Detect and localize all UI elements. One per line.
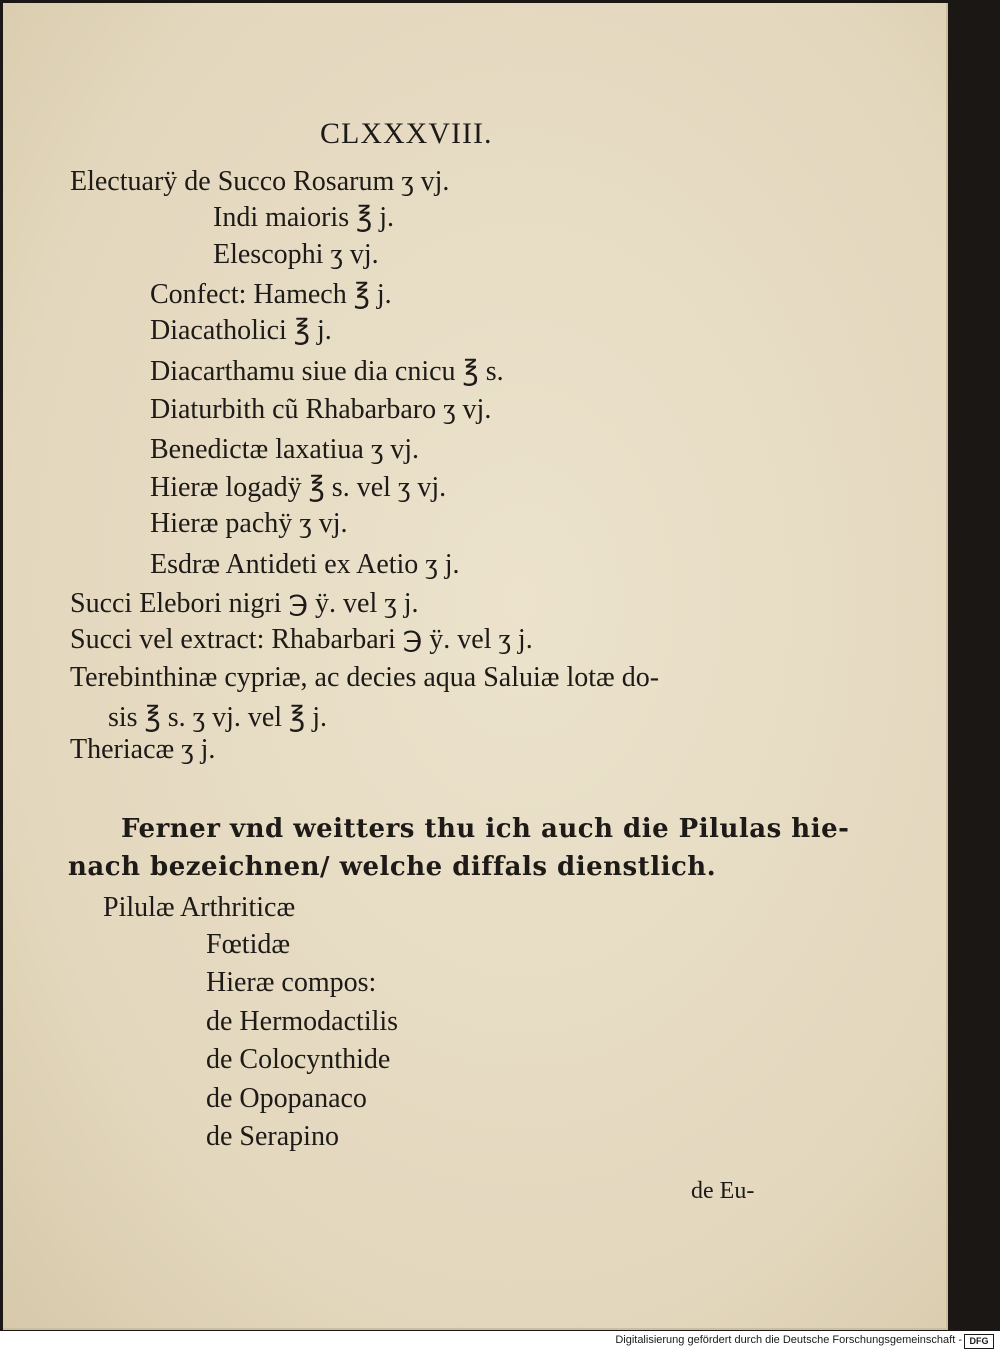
recipe-line: Elescophi ʒ vj.	[213, 239, 379, 270]
pilulae-line: Fœtidæ	[206, 929, 291, 960]
footer-bar	[0, 1331, 1000, 1351]
funding-credit: Digitalisierung gefördert durch die Deutsche Forschungsgemeinschaft -	[615, 1334, 962, 1346]
german-paragraph-line: Ferner vnd weitters thu ich auch die Pilulas hie-	[121, 814, 850, 844]
german-paragraph-line: nach bezeichnen/ welche diffals dienstlich.	[68, 852, 717, 882]
recipe-line: Diaturbith cũ Rhabarbaro ʒ vj.	[150, 394, 492, 425]
recipe-line: Hieræ pachÿ ʒ vj.	[150, 508, 348, 539]
catchword: de Eu-	[691, 1178, 755, 1204]
recipe-line: Terebinthinæ cypriæ, ac decies aqua Saluiæ lotæ do-	[70, 662, 660, 693]
pilulae-line: Pilulæ Arthriticæ	[103, 892, 296, 923]
recipe-line: Esdræ Antideti ex Aetio ʒ j.	[150, 549, 460, 580]
recipe-line: Hieræ logadÿ ℥ s. vel ʒ vj.	[150, 472, 447, 503]
recipe-line: Succi Elebori nigri ℈ ÿ. vel ʒ j.	[70, 588, 419, 619]
recipe-line: Electuarÿ de Succo Rosarum ʒ vj.	[70, 166, 450, 197]
pilulae-line: Hieræ compos:	[206, 967, 377, 998]
recipe-line: Indi maioris ℥ j.	[213, 202, 395, 233]
recipe-line: Theriacæ ʒ j.	[70, 734, 216, 765]
pilulae-line: de Hermodactilis	[206, 1006, 399, 1037]
page-header: CLXXXVIII.	[320, 117, 493, 150]
recipe-line: Benedictæ laxatiua ʒ vj.	[150, 434, 420, 465]
pilulae-line: de Opopanaco	[206, 1083, 367, 1114]
recipe-line: Diacatholici ℥ j.	[150, 315, 332, 346]
book-page	[3, 3, 948, 1330]
pilulae-line: de Colocynthide	[206, 1044, 391, 1075]
recipe-line: Succi vel extract: Rhabarbari ℈ ÿ. vel ʒ j.	[70, 624, 533, 655]
pilulae-line: de Serapino	[206, 1121, 339, 1152]
recipe-line: sis ℥ s. ʒ vj. vel ℥ j.	[108, 702, 328, 733]
recipe-line: Diacarthamu siue dia cnicu ℥ s.	[150, 356, 504, 387]
dfg-logo-icon: DFG	[964, 1334, 994, 1349]
recipe-line: Confect: Hamech ℥ j.	[150, 279, 392, 310]
